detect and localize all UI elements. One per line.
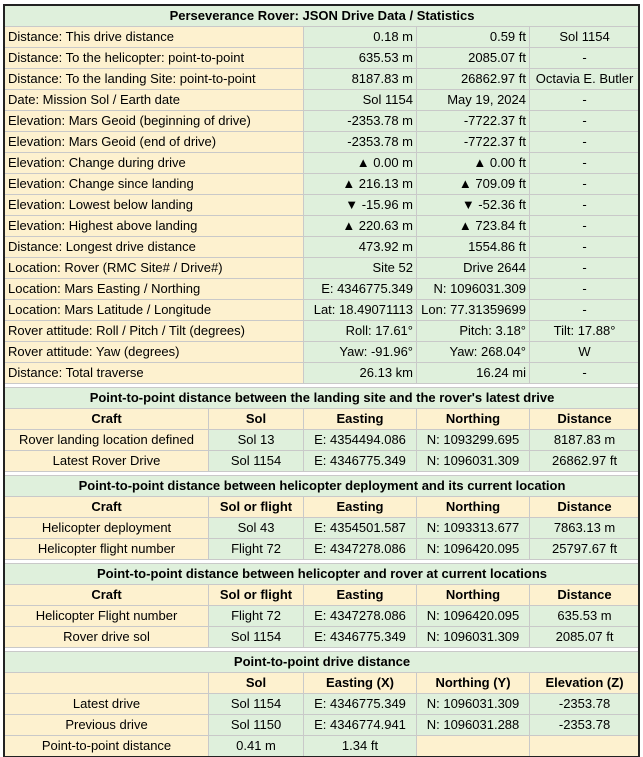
table-row <box>5 518 640 539</box>
section-header-row <box>5 585 640 606</box>
section-header-row <box>5 497 640 518</box>
section-title: Point-to-point drive distance <box>5 652 640 673</box>
stat-row <box>5 174 640 195</box>
table-cell <box>530 736 640 757</box>
stat-label: Distance: To the helicopter: point-to-point <box>5 48 304 69</box>
column-header: Distance <box>530 585 640 606</box>
stats-sheet <box>4 5 639 757</box>
table-cell: 1.34 ft <box>304 736 417 757</box>
row-label: Previous drive <box>5 715 209 736</box>
stat-row <box>5 237 640 258</box>
stat-row <box>5 300 640 321</box>
stat-row <box>5 363 640 384</box>
table-cell: N: 1096420.095 <box>417 539 530 560</box>
table-cell: Sol 1150 <box>209 715 304 736</box>
stat-label: Location: Mars Latitude / Longitude <box>5 300 304 321</box>
row-label: Rover drive sol <box>5 627 209 648</box>
stat-label: Distance: This drive distance <box>5 27 304 48</box>
row-label: Helicopter flight number <box>5 539 209 560</box>
column-header: Easting (X) <box>304 673 417 694</box>
column-header: Craft <box>5 497 209 518</box>
main-title-row <box>5 6 640 27</box>
stat-value-metric: 0.18 m <box>304 27 417 48</box>
column-header: Sol <box>209 409 304 430</box>
stat-value-extra: Octavia E. Butler <box>530 69 640 90</box>
stat-value-metric: -2353.78 m <box>304 111 417 132</box>
stat-value-extra: - <box>530 300 640 321</box>
stat-value-imperial: ▼ -52.36 ft <box>417 195 530 216</box>
stat-value-extra: - <box>530 258 640 279</box>
section-title: Point-to-point distance between the landing site and the rover's latest drive <box>5 388 640 409</box>
table-cell: 7863.13 m <box>530 518 640 539</box>
stat-value-metric: Site 52 <box>304 258 417 279</box>
stat-value-extra: - <box>530 237 640 258</box>
stat-value-imperial: May 19, 2024 <box>417 90 530 111</box>
table-cell: -2353.78 <box>530 715 640 736</box>
stat-label: Distance: To the landing Site: point-to-point <box>5 69 304 90</box>
row-label: Helicopter Flight number <box>5 606 209 627</box>
stat-value-extra: Tilt: 17.88° <box>530 321 640 342</box>
stat-row <box>5 258 640 279</box>
column-header: Northing <box>417 585 530 606</box>
stat-value-imperial: Lon: 77.31359699 <box>417 300 530 321</box>
stat-label: Distance: Total traverse <box>5 363 304 384</box>
stat-row <box>5 216 640 237</box>
stat-value-extra: W <box>530 342 640 363</box>
stat-row <box>5 132 640 153</box>
stat-value-imperial: 26862.97 ft <box>417 69 530 90</box>
table-cell: Sol 13 <box>209 430 304 451</box>
column-header: Easting <box>304 497 417 518</box>
stat-label: Location: Mars Easting / Northing <box>5 279 304 300</box>
stat-value-imperial: -7722.37 ft <box>417 111 530 132</box>
section-title-row <box>5 564 640 585</box>
row-label: Point-to-point distance <box>5 736 209 757</box>
table-row <box>5 430 640 451</box>
stat-value-imperial: Pitch: 3.18° <box>417 321 530 342</box>
stat-row <box>5 195 640 216</box>
stat-label: Elevation: Lowest below landing <box>5 195 304 216</box>
section-title: Point-to-point distance between helicopter and rover at current locations <box>5 564 640 585</box>
table-cell: E: 4346774.941 <box>304 715 417 736</box>
table-cell: E: 4346775.349 <box>304 451 417 472</box>
table-cell: Flight 72 <box>209 539 304 560</box>
stat-label: Location: Rover (RMC Site# / Drive#) <box>5 258 304 279</box>
table-cell: 25797.67 ft <box>530 539 640 560</box>
stat-value-extra: - <box>530 195 640 216</box>
stat-value-metric: 26.13 km <box>304 363 417 384</box>
table-cell: E: 4347278.086 <box>304 539 417 560</box>
stat-value-extra: - <box>530 174 640 195</box>
table-cell: 0.41 m <box>209 736 304 757</box>
stat-label: Distance: Longest drive distance <box>5 237 304 258</box>
column-header: Distance <box>530 409 640 430</box>
table-cell: 2085.07 ft <box>530 627 640 648</box>
stat-value-metric: Roll: 17.61° <box>304 321 417 342</box>
stat-label: Rover attitude: Roll / Pitch / Tilt (degrees) <box>5 321 304 342</box>
stat-value-metric: ▲ 220.63 m <box>304 216 417 237</box>
stat-value-extra: - <box>530 90 640 111</box>
stat-row <box>5 153 640 174</box>
table-cell: 635.53 m <box>530 606 640 627</box>
column-header: Craft <box>5 409 209 430</box>
section-header-row <box>5 673 640 694</box>
main-title: Perseverance Rover: JSON Drive Data / Statistics <box>5 6 640 27</box>
column-header <box>5 673 209 694</box>
stat-value-imperial: 0.59 ft <box>417 27 530 48</box>
table-cell: N: 1093313.677 <box>417 518 530 539</box>
stat-label: Elevation: Highest above landing <box>5 216 304 237</box>
table-cell: Sol 1154 <box>209 627 304 648</box>
stat-value-extra: Sol 1154 <box>530 27 640 48</box>
stat-label: Rover attitude: Yaw (degrees) <box>5 342 304 363</box>
stat-value-imperial: ▲ 723.84 ft <box>417 216 530 237</box>
stat-value-imperial: -7722.37 ft <box>417 132 530 153</box>
stat-value-metric: 635.53 m <box>304 48 417 69</box>
table-cell: N: 1096031.288 <box>417 715 530 736</box>
table-row <box>5 451 640 472</box>
stat-label: Elevation: Mars Geoid (end of drive) <box>5 132 304 153</box>
stat-row <box>5 27 640 48</box>
table-cell: N: 1096031.309 <box>417 694 530 715</box>
stat-value-metric: 8187.83 m <box>304 69 417 90</box>
row-label: Latest Rover Drive <box>5 451 209 472</box>
column-header: Northing <box>417 497 530 518</box>
table-cell: E: 4346775.349 <box>304 694 417 715</box>
section-title: Point-to-point distance between helicopter deployment and its current location <box>5 476 640 497</box>
table-cell: 26862.97 ft <box>530 451 640 472</box>
stat-value-metric: Lat: 18.49071113 <box>304 300 417 321</box>
stat-row <box>5 279 640 300</box>
stat-row <box>5 90 640 111</box>
stat-value-imperial: 1554.86 ft <box>417 237 530 258</box>
table-row <box>5 606 640 627</box>
stat-value-extra: - <box>530 279 640 300</box>
table-cell: E: 4354494.086 <box>304 430 417 451</box>
table-cell: E: 4347278.086 <box>304 606 417 627</box>
column-header: Sol or flight <box>209 497 304 518</box>
stat-row <box>5 48 640 69</box>
stat-value-imperial: 16.24 mi <box>417 363 530 384</box>
stat-value-extra: - <box>530 132 640 153</box>
table-cell: Sol 1154 <box>209 451 304 472</box>
column-header: Craft <box>5 585 209 606</box>
table-cell: Sol 1154 <box>209 694 304 715</box>
section-header-row <box>5 409 640 430</box>
table-cell: N: 1096031.309 <box>417 451 530 472</box>
column-header: Sol <box>209 673 304 694</box>
stat-value-extra: - <box>530 216 640 237</box>
stat-value-extra: - <box>530 48 640 69</box>
section-title-row <box>5 476 640 497</box>
row-label: Rover landing location defined <box>5 430 209 451</box>
table-cell <box>417 736 530 757</box>
stat-value-extra: - <box>530 111 640 132</box>
table-cell: Flight 72 <box>209 606 304 627</box>
table-cell: E: 4354501.587 <box>304 518 417 539</box>
stat-label: Elevation: Change since landing <box>5 174 304 195</box>
stat-value-metric: Yaw: -91.96° <box>304 342 417 363</box>
table-cell: -2353.78 <box>530 694 640 715</box>
stat-label: Date: Mission Sol / Earth date <box>5 90 304 111</box>
stat-row <box>5 342 640 363</box>
stat-value-imperial: N: 1096031.309 <box>417 279 530 300</box>
row-label: Latest drive <box>5 694 209 715</box>
stat-value-metric: -2353.78 m <box>304 132 417 153</box>
stat-value-imperial: ▲ 0.00 ft <box>417 153 530 174</box>
column-header: Sol or flight <box>209 585 304 606</box>
row-label: Helicopter deployment <box>5 518 209 539</box>
section-title-row <box>5 652 640 673</box>
table-cell: N: 1093299.695 <box>417 430 530 451</box>
stat-value-metric: ▲ 216.13 m <box>304 174 417 195</box>
stat-value-extra: - <box>530 363 640 384</box>
column-header: Distance <box>530 497 640 518</box>
table-row <box>5 715 640 736</box>
section-title-row <box>5 388 640 409</box>
stat-value-metric: 473.92 m <box>304 237 417 258</box>
table-row <box>5 539 640 560</box>
column-header: Northing <box>417 409 530 430</box>
stat-value-imperial: Yaw: 268.04° <box>417 342 530 363</box>
stat-value-imperial: ▲ 709.09 ft <box>417 174 530 195</box>
table-cell: 8187.83 m <box>530 430 640 451</box>
table-cell: N: 1096420.095 <box>417 606 530 627</box>
stats-table-body <box>5 6 640 757</box>
table-cell: E: 4346775.349 <box>304 627 417 648</box>
stat-value-metric: ▲ 0.00 m <box>304 153 417 174</box>
stat-row <box>5 321 640 342</box>
stat-row <box>5 69 640 90</box>
stat-value-imperial: 2085.07 ft <box>417 48 530 69</box>
stats-table <box>4 5 640 757</box>
stat-value-imperial: Drive 2644 <box>417 258 530 279</box>
stat-label: Elevation: Mars Geoid (beginning of drive) <box>5 111 304 132</box>
table-row <box>5 736 640 757</box>
stat-value-metric: ▼ -15.96 m <box>304 195 417 216</box>
stat-value-metric: E: 4346775.349 <box>304 279 417 300</box>
column-header: Easting <box>304 585 417 606</box>
column-header: Northing (Y) <box>417 673 530 694</box>
stat-value-extra: - <box>530 153 640 174</box>
table-cell: Sol 43 <box>209 518 304 539</box>
table-row <box>5 627 640 648</box>
stat-label: Elevation: Change during drive <box>5 153 304 174</box>
stat-value-metric: Sol 1154 <box>304 90 417 111</box>
column-header: Easting <box>304 409 417 430</box>
column-header: Elevation (Z) <box>530 673 640 694</box>
table-row <box>5 694 640 715</box>
table-cell: N: 1096031.309 <box>417 627 530 648</box>
stat-row <box>5 111 640 132</box>
